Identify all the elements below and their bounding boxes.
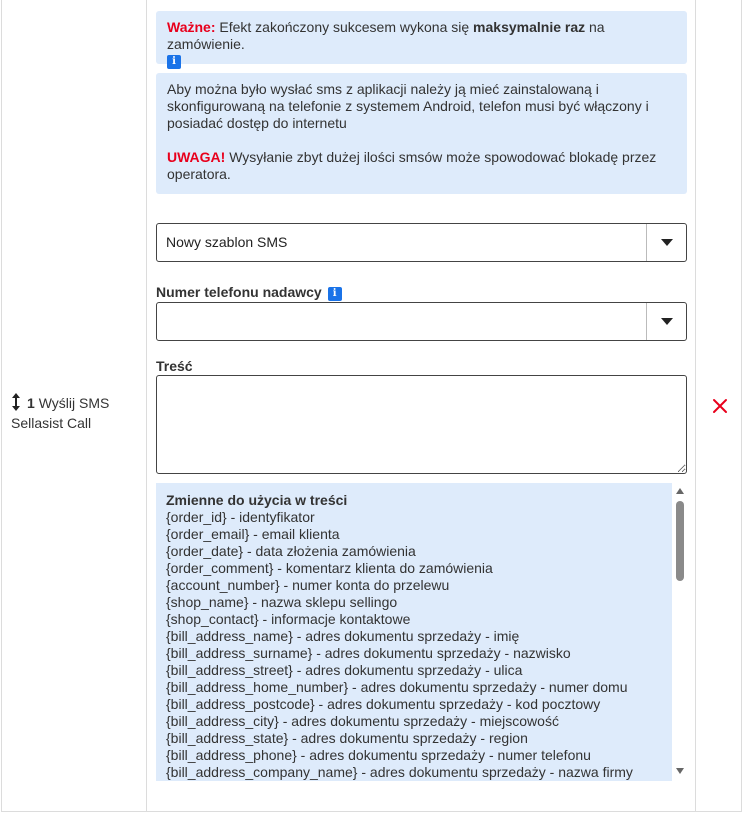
important-notice xyxy=(156,11,687,68)
variable-item: {shop_contact} - informacje kontaktowe xyxy=(166,611,411,627)
variable-item: {bill_address_home_number} - adres dokumentu sprzedaży - numer domu xyxy=(166,679,628,695)
variables-panel[interactable] xyxy=(156,483,687,781)
variable-item: {order_date} - data złożenia zamówienia xyxy=(166,543,416,559)
warning-text: Wysyłanie zbyt dużej ilości smsów może spowodować blokadę przez operatora. xyxy=(167,149,657,182)
variable-item: {bill_address_surname} - adres dokumentu sprzedaży - nazwisko xyxy=(166,645,571,661)
caret-down-icon xyxy=(661,318,673,326)
scroll-up-icon xyxy=(676,488,684,494)
variable-item: {bill_address_postcode} - adres dokumentu sprzedaży - kod pocztowy xyxy=(166,696,601,712)
variable-item: {order_id} - identyfikator xyxy=(166,509,315,525)
sms-template-value: Nowy szablon SMS xyxy=(166,234,288,250)
step-settings xyxy=(147,0,695,811)
vertical-arrows-icon[interactable] xyxy=(11,393,21,415)
sms-content-textarea[interactable] xyxy=(156,375,687,474)
content-label: Treść xyxy=(156,358,193,374)
dropdown-toggle[interactable] xyxy=(646,224,686,261)
sender-phone-label xyxy=(156,284,342,301)
step-number: 1 xyxy=(27,395,35,411)
sms-notice-text: Aby można było wysłać sms z aplikacji należy ją mieć zainstalowaną i skonfigurowaną na telefonie z systemem Android, telefon musi być włączony i posiadać dostęp do internetu xyxy=(167,81,649,131)
step-label xyxy=(11,393,141,432)
info-icon[interactable]: i xyxy=(167,55,181,69)
variable-item: {bill_address_company_name} - adres dokumentu sprzedaży - nazwa firmy xyxy=(166,764,633,780)
sms-template-select[interactable] xyxy=(156,223,687,262)
variable-item: {bill_address_city} - adres dokumentu sprzedaży - miejscowość xyxy=(166,713,559,729)
variable-item: {order_email} - email klienta xyxy=(166,526,340,542)
variables-title: Zmienne do użycia w treści xyxy=(166,492,348,508)
remove-step-button[interactable] xyxy=(710,396,730,416)
close-icon xyxy=(710,396,730,416)
caret-down-icon xyxy=(661,239,673,247)
variable-item: {shop_name} - nazwa sklepu sellingo xyxy=(166,594,398,610)
automation-step-row xyxy=(1,0,742,812)
step-name: Wyślij SMS Sellasist Call xyxy=(11,395,110,431)
scroll-down-icon xyxy=(676,768,684,774)
important-text-after: na zamówienie. xyxy=(167,19,605,52)
sms-warning xyxy=(167,149,676,183)
variable-item: {order_comment} - komentarz klienta do zamówienia xyxy=(166,560,493,576)
variable-item: {bill_address_name} - adres dokumentu sprzedaży - imię xyxy=(166,628,520,644)
actions-column xyxy=(695,0,742,811)
important-bold: maksymalnie raz xyxy=(473,19,586,35)
variable-item: {bill_address_street} - adres dokumentu sprzedaży - ulica xyxy=(166,662,523,678)
step-column xyxy=(2,0,147,811)
scrollbar-thumb[interactable] xyxy=(676,501,684,581)
warning-prefix: UWAGA! xyxy=(167,149,226,165)
variables-list xyxy=(156,483,672,781)
sender-phone-select[interactable] xyxy=(156,302,687,341)
sms-notice xyxy=(156,73,687,194)
variables-scrollbar[interactable] xyxy=(673,483,687,781)
variable-item: {account_number} - numer konta do przelewu xyxy=(166,577,450,593)
variable-item: {bill_address_state} - adres dokumentu sprzedaży - region xyxy=(166,730,528,746)
info-icon[interactable]: i xyxy=(328,287,342,301)
variable-item: {bill_address_phone} - adres dokumentu sprzedaży - numer telefonu xyxy=(166,747,591,763)
sender-phone-label-text: Numer telefonu nadawcy xyxy=(156,284,322,300)
dropdown-toggle[interactable] xyxy=(646,303,686,340)
important-prefix: Ważne: xyxy=(167,19,216,35)
important-text-before: Efekt zakończony sukcesem wykona się xyxy=(219,19,470,35)
